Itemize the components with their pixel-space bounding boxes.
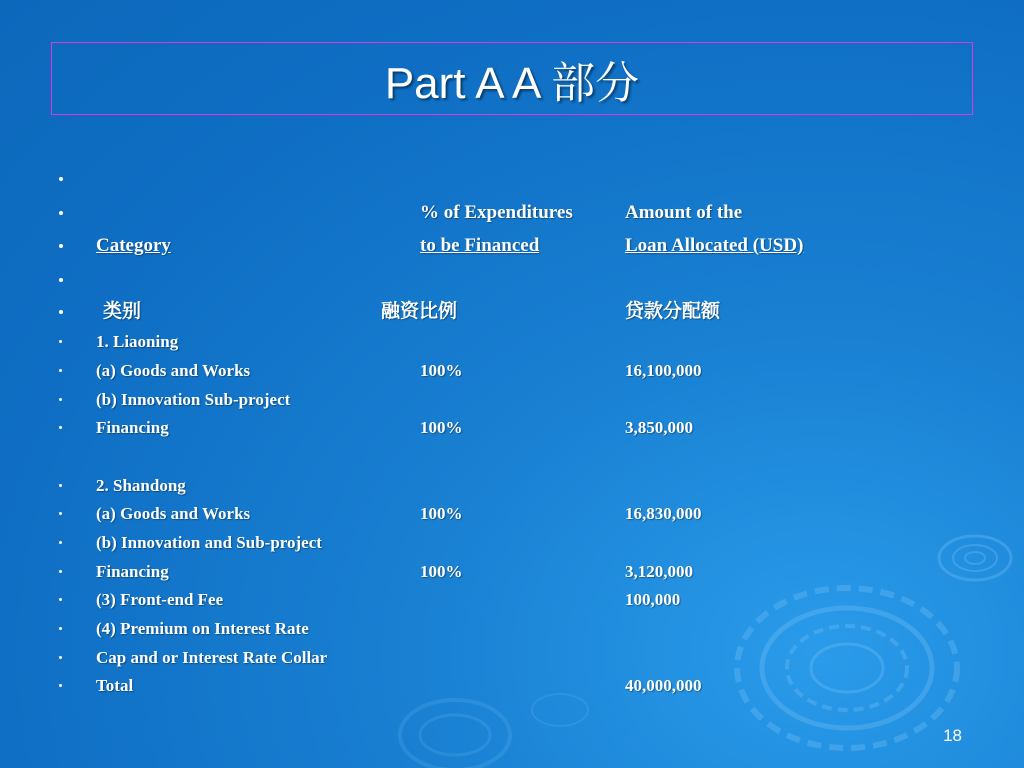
table-header-row-1 [0,199,1024,227]
bullet-icon [59,512,62,515]
row-percent: 100% [420,418,463,437]
bullet-icon [59,570,62,573]
row-category: (3) Front-end Fee [96,590,224,609]
row-category: (a) Goods and Works [96,504,251,523]
row-category: Financing [96,562,169,581]
header-percent-zh: 融资比例 [381,301,458,322]
row-category: Total [96,676,134,695]
row-category: (b) Innovation Sub-project [96,390,291,409]
bullet-icon [59,177,63,181]
title-frame [51,42,973,115]
table-row [0,386,1024,414]
table-row [0,357,1024,385]
table-row [0,414,1024,442]
table-row [0,328,1024,356]
row-percent: 100% [420,361,463,380]
row-amount: 100,000 [625,590,681,609]
bullet-icon [59,244,63,248]
table-row [0,586,1024,614]
table-row [0,615,1024,643]
row-amount: 3,120,000 [625,562,693,581]
row-percent: 100% [420,562,463,581]
header-amount-zh: 贷款分配额 [625,301,721,322]
header-category: Category [96,235,171,256]
bullet-icon [59,541,62,544]
header-percent-line2: to be Financed [420,235,540,256]
bullet-icon [59,684,62,687]
header-category-zh: 类别 [103,301,142,322]
bullet-icon [59,278,63,282]
row-amount: 3,850,000 [625,418,693,437]
row-category: Cap and or Interest Rate Collar [96,648,328,667]
bullet-icon [59,426,62,429]
row-category: Financing [96,418,169,437]
bullet-icon [59,598,62,601]
table-row [0,472,1024,500]
row-amount: 16,100,000 [625,361,702,380]
header-percent-line1: % of Expenditures [420,202,573,223]
page-number: 18 [943,726,962,745]
table-row [0,644,1024,672]
table-row [0,500,1024,528]
bullet-icon [59,398,62,401]
table-row [0,558,1024,586]
bullet-icon [59,310,63,314]
slide-title: Part A A 部分 [384,58,640,108]
row-percent: 100% [420,504,463,523]
row-category: (a) Goods and Works [96,361,251,380]
bullet-icon [59,656,62,659]
row-amount: 40,000,000 [625,676,702,695]
bullet-icon [59,627,62,630]
header-amount-line1: Amount of the [625,202,743,223]
empty-bullet-row [0,165,1024,193]
header-amount-line2: Loan Allocated (USD) [625,235,804,256]
bullet-icon [59,484,62,487]
chinese-header-row [0,298,1024,326]
empty-bullet-row [0,266,1024,294]
bullet-icon [59,340,62,343]
table-header-row-2 [0,232,1024,260]
bullet-icon [59,369,62,372]
row-category: 1. Liaoning [96,332,179,351]
row-category: 2. Shandong [96,476,186,495]
row-category: (b) Innovation and Sub-project [96,533,322,552]
row-amount: 16,830,000 [625,504,702,523]
table-row [0,529,1024,557]
table-row [0,672,1024,700]
row-category: (4) Premium on Interest Rate [96,619,309,638]
bullet-icon [59,211,63,215]
